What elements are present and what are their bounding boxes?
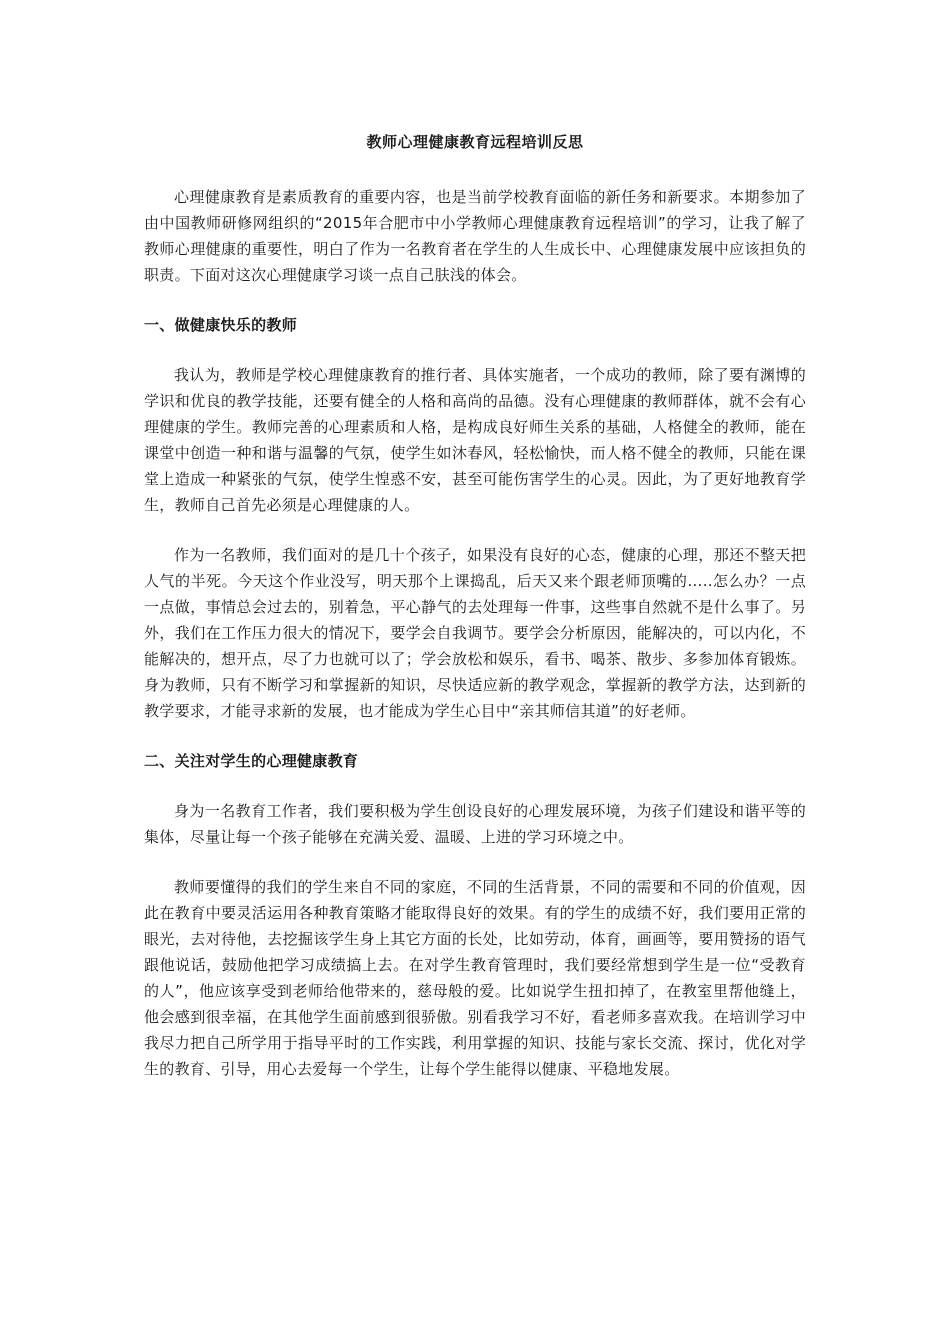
spacer [144, 288, 806, 312]
section-1-paragraph-1: 我认为，教师是学校心理健康教育的推行者、具体实施者，一个成功的教师，除了要有渊博的学识和优良的教学技能，还要有健全的人格和高尚的品德。没有心理健康的教师群体，就不会有心理健康的学生。教师完善的心理素质和人格，是构成良好师生关系的基础，人格健全的教师，能在课堂中创造一种和谐与温馨的气氛，使学生如沐春风，轻松愉快，而人格不健全的教师，只能在课堂上造成一种紧张的气氛，使学生惶惑不安，甚至可能伤害学生的心灵。因此，为了更好地教育学生，教师自己首先必须是心理健康的人。 [144, 366, 806, 514]
section-1-paragraph-2: 作为一名教师，我们面对的是几十个孩子，如果没有良好的心态，健康的心理，那还不整天把人气的半死。今天这个作业没写，明天那个上课捣乱，后天又来个跟老师顶嘴的…..怎么办？一点一点做，事情总会过去的，别着急，平心静气的去处理每一件事，这些事自然就不是什么事了。另外，我们在工作压力很大的情况下，要学会自我调节。要学会分析原因，能解决的，可以内化，不能解决的，想开点，尽了力也就可以了；学会放松和娱乐，看书、喝茶、散步、多参加体育锻炼。身为教师，只有不断学习和掌握新的知识，尽快适应新的教学观念，掌握新的教学方法，达到新的教学要求，才能寻求新的发展，也才能成为学生心目中“亲其师信其道”的好老师。 [144, 546, 806, 720]
section-2-paragraph-1: 身为一名教育工作者，我们要积极为学生创设良好的心理发展环境，为孩子们建设和谐平等的集体，尽量让每一个孩子能够在充满关爱、温暖、上进的学习环境之中。 [144, 802, 806, 846]
document-page [144, 128, 806, 1082]
spacer [144, 518, 806, 542]
section-2-paragraph-2: 教师要懂得的我们的学生来自不同的家庭，不同的生活背景，不同的需要和不同的价值观，因此在教育中要灵活运用各种教育策略才能取得良好的效果。有的学生的成绩不好，我们要用正常的眼光，去对待他，去挖掘该学生身上其它方面的长处，比如劳动，体育，画画等，要用赞扬的语气跟他说话，鼓励他把学习成绩搞上去。在对学生教育管理时，我们要经常想到学生是一位“受教育的人”，他应该享受到老师给他带来的，慈母般的爱。比如说学生扭扣掉了，在教室里帮他缝上，他会感到很幸福，在其他学生面前感到很骄傲。别看我学习不好，看老师多喜欢我。在培训学习中我尽力把自己所学用于指导平时的工作实践，利用掌握的知识、技能与家长交流、探讨，优化对学生的教育、引导，用心去爱每一个学生，让每个学生能得以健康、平稳地发展。 [144, 878, 806, 1078]
intro-paragraph: 心理健康教育是素质教育的重要内容，也是当前学校教育面临的新任务和新要求。本期参加了由中国教师研修网组织的“2015年合肥市中小学教师心理健康教育远程培训”的学习，让我了解了教师心理健康的重要性，明白了作为一名教育者在学生的人生成长中、心理健康发展中应该担负的职责。下面对这次心理健康学习谈一点自己肤浅的体会。 [144, 188, 806, 284]
spacer [144, 850, 806, 874]
document-title: 教师心理健康教育远程培训反思 [366, 133, 584, 151]
spacer [144, 338, 806, 362]
spacer [144, 156, 806, 184]
section-2-heading: 二、关注对学生的心理健康教育 [144, 752, 359, 770]
spacer [144, 724, 806, 748]
spacer [144, 774, 806, 798]
section-1-heading: 一、做健康快乐的教师 [144, 316, 298, 334]
